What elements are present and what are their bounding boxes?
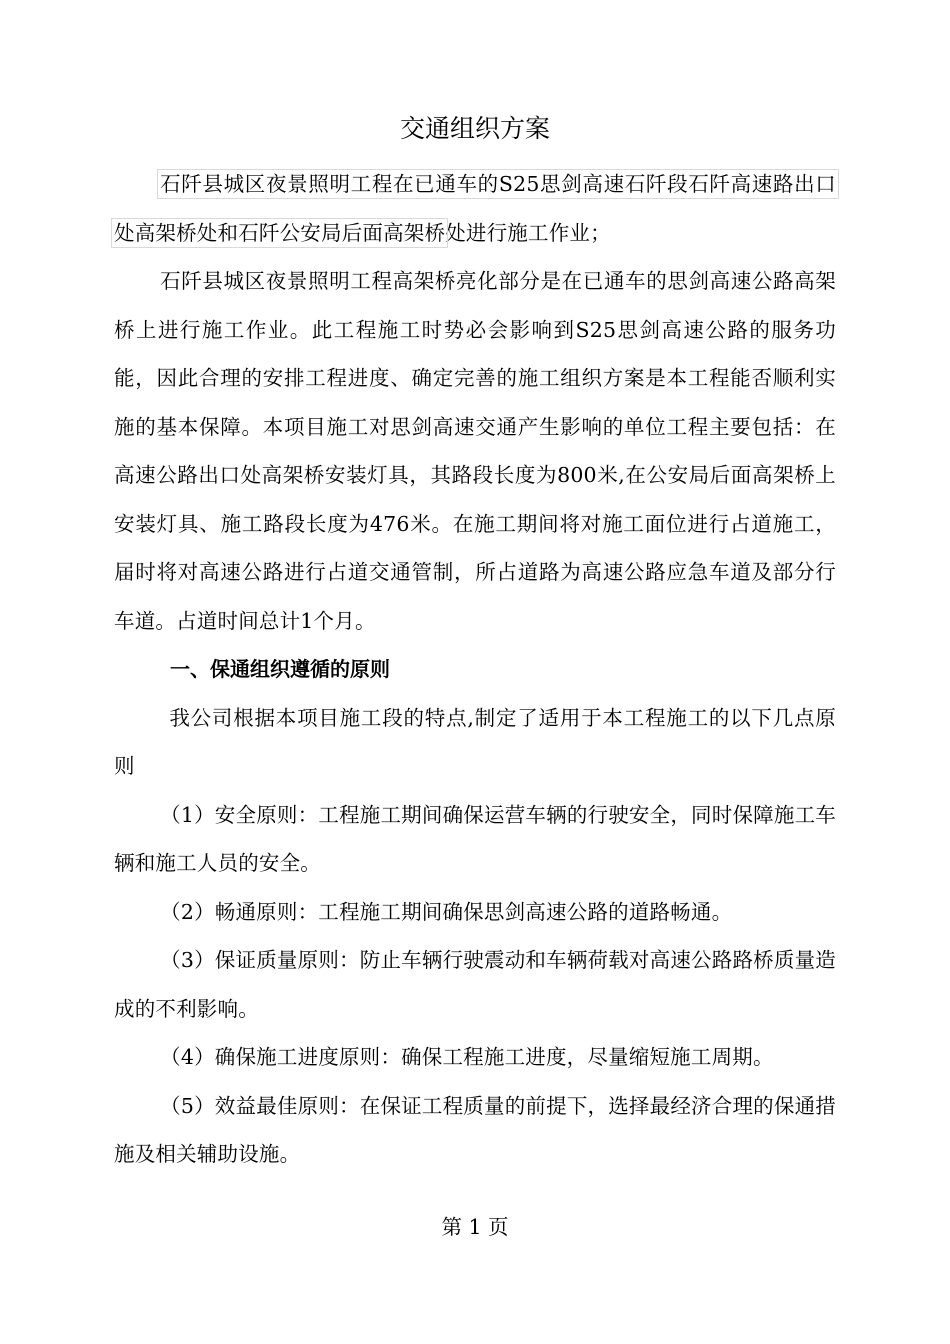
principle-item: （2）畅通原则：工程施工期间确保思剑高速公路的道路畅通。 [160,899,733,924]
document-body [114,160,836,1179]
paragraph-intro-line2: 速路出口处高架桥处和石阡公安局后面高架桥 [114,172,836,245]
principle-item: （4）确保施工进度原则：确保工程施工进度，尽量缩短施工周期。 [160,1045,774,1069]
document-title: 交通组织方案 [399,114,550,143]
principle-item: （1）安全原则：工程施工期间确保运营车辆的行驶安全，同时保障施工车辆和施工人员的安全。 [114,802,836,875]
page-number: 第 1 页 [441,1215,509,1239]
paragraph-intro-tail: 处进行施工作业； [445,220,611,245]
paragraph-description: 石阡县城区夜景照明工程高架桥亮化部分是在已通车的思剑高速公路高架桥上进行施工作业。此工程施工时势必会影响到S25思剑高速公路的服务功能，因此合理的安排工程进度、确定完善的施工组织方案是本工程能否顺利实施的基本保障。本项目施工对思剑高速交通产生影响的单位工程主要包括：在高速公路出口处高架桥安装灯具，其路段长度为800米,在公安局后面高架桥上安装灯具、施工路段长度为476米。在施工期间将对施工面位进行占道施工，届时将对高速公路进行占道交通管制，所占道路为高速公路应急车道及部分行车道。占道时间总计1个月。 [114,269,836,633]
section-heading: 一、保通组织遵循的原则 [170,657,390,681]
principle-item: （3）保证质量原则：防止车辆行驶震动和车辆荷载对高速公路路桥质量造成的不利影响。 [114,948,836,1021]
principle-item: （5）效益最佳原则：在保证工程质量的前提下，选择最经济合理的保通措施及相关辅助设施。 [114,1093,836,1166]
section-intro: 我公司根据本项目施工段的特点,制定了适用于本工程施工的以下几点原则 [114,705,836,778]
paragraph-intro [114,160,836,257]
paragraph-intro-line1: 石阡县城区夜景照明工程在已通车的S25思剑高速石阡段石阡高 [160,172,752,196]
